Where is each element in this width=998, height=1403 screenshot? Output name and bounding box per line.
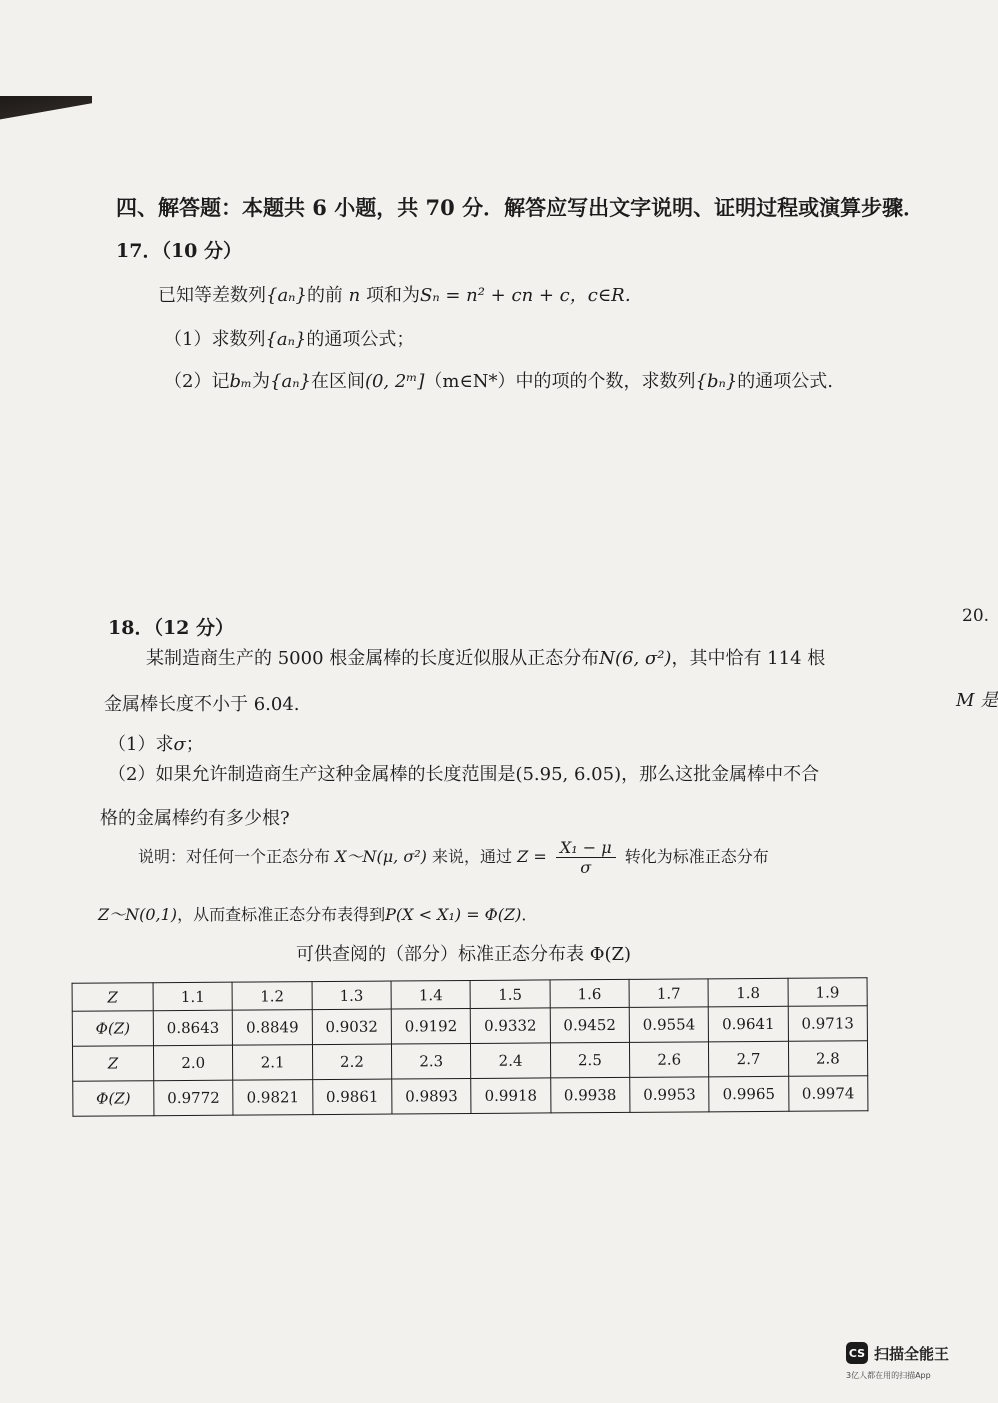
table-cell: 0.9032 [312,1009,392,1045]
table-row-phi1 [72,1006,867,1047]
table-row-phi2 [73,1076,868,1117]
table-cell: 0.9772 [154,1080,234,1116]
table-cell: 0.9938 [550,1077,630,1113]
table-cell: 0.9192 [391,1008,471,1044]
row-label-phi: Φ(Z) [72,1011,153,1047]
table-cell: 0.9893 [392,1078,472,1114]
table-cell: 0.9641 [709,1006,789,1042]
table-cell: 2.4 [471,1043,551,1079]
q18-stem-line1: 某制造商生产的 5000 根金属棒的长度近似服从正态分布N(6, σ²)，其中恰有 114 根 [146,648,826,669]
table-cell: 1.7 [629,979,709,1008]
scanner-logo [846,1342,949,1364]
scanner-tagline: 3亿人都在用的扫描App [846,1371,931,1380]
table-cell: 0.9861 [312,1079,392,1115]
scan-shadow [0,96,92,122]
table-cell: 0.9554 [629,1007,709,1043]
section-heading: 四、解答题：本题共 6 小题，共 70 分．解答应写出文字说明、证明过程或演算步骤． [116,195,925,220]
table-cell: 1.1 [153,982,233,1011]
table-cell: 1.4 [391,980,471,1009]
table-cell: 0.8849 [233,1010,313,1046]
q18-part2-line2: 格的金属棒约有多少根? [100,808,290,829]
margin-q20-number: 20. [962,606,990,626]
margin-m-text: M 是 [956,690,998,711]
table-cell: 0.9965 [709,1076,789,1112]
table-cell: 0.9974 [788,1076,868,1112]
table-cell: 2.7 [709,1041,789,1077]
q18-title: 18．（12 分） [108,617,234,639]
table-cell: 0.9452 [550,1007,630,1043]
table-cell: 1.9 [788,978,868,1007]
q18-part1: （1）求σ； [108,734,204,755]
q17-part1: （1）求数列{aₙ}的通项公式； [164,329,415,350]
table-caption: 可供查阅的（部分）标准正态分布表 Φ(Z) [296,944,632,965]
table-cell: 0.8643 [153,1010,233,1046]
table-cell: 2.6 [629,1042,709,1078]
q17-stem: 已知等差数列{aₙ}的前 n 项和为Sₙ = n² + cn + c，c∈R． [158,285,643,306]
table-cell: 0.9332 [471,1008,551,1044]
table-cell: 0.9918 [471,1078,551,1114]
q18-note-line1: 说明：对任何一个正态分布 X～N(μ, σ²) 来说，通过 Z = $\frac{\text{X₁ − μ}}{\sigma}$ 转化为标准正态分布 [138,838,769,877]
q17-part2: （2）记bₘ为{aₙ}在区间(0, 2ᵐ]（m∈N*）中的项的个数，求数列{bₙ}的通项公式. [164,371,834,392]
table-cell: 2.8 [788,1041,868,1077]
cs-icon: CS [846,1342,868,1364]
table-cell: 0.9713 [788,1006,868,1042]
table-cell: 1.3 [312,981,392,1010]
z-fraction: $\frac{\text{X₁ − μ}}{\sigma}$ [556,838,616,877]
row-label-z: Z [72,1046,153,1082]
table-cell: 2.5 [550,1042,630,1078]
normal-distribution-table [72,977,869,1117]
scanner-app-name: 扫描全能王 [874,1344,950,1363]
table-cell: 1.8 [708,978,788,1007]
q18-part2-line1: （2）如果允许制造商生产这种金属棒的长度范围是(5.95, 6.05)，那么这批金属棒中不合 [108,764,820,785]
table-cell: 0.9953 [630,1077,710,1113]
table-cell: 1.6 [550,979,630,1008]
table-cell: 2.0 [153,1045,233,1081]
table-cell: 0.9821 [233,1080,313,1116]
table-cell: 1.2 [232,982,312,1011]
row-label-z: Z [72,983,153,1012]
table-cell: 2.2 [312,1044,392,1080]
q18-note-line2: Z～N(0,1)，从而查标准正态分布表得到P(X < X₁) = Φ(Z)． [98,905,538,924]
table-cell: 2.3 [391,1043,471,1079]
row-label-phi: Φ(Z) [73,1081,154,1117]
table-row-z2 [72,1041,867,1082]
q18-stem-line2: 金属棒长度不小于 6.04. [104,694,300,715]
table-cell: 1.5 [470,980,550,1009]
table-cell: 2.1 [233,1045,313,1081]
q17-title: 17．（10 分） [116,240,242,262]
